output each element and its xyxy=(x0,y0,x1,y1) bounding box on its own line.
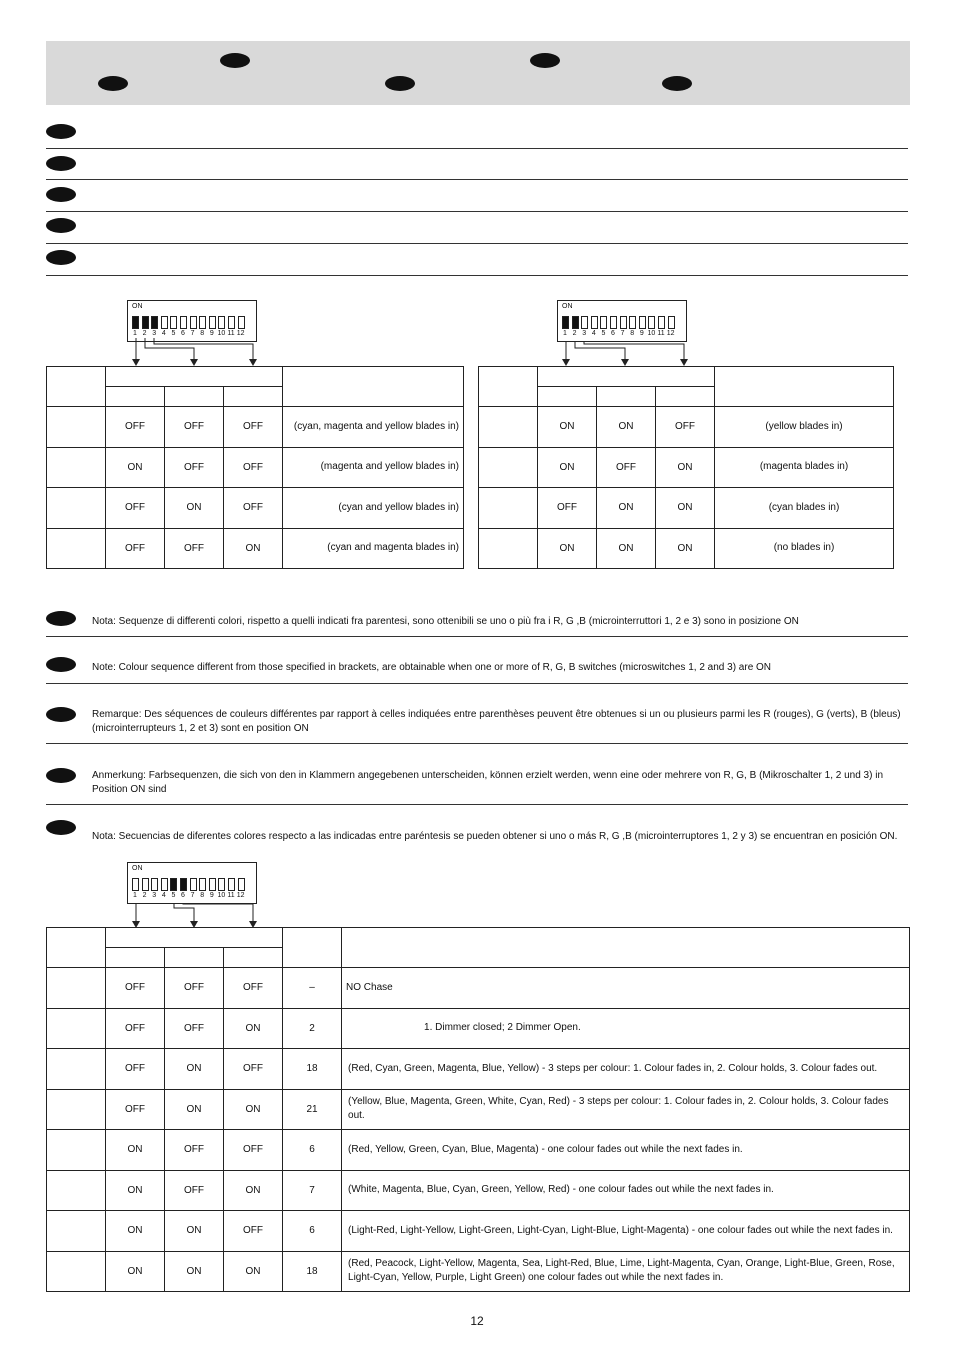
dip-switch-number: 5 xyxy=(601,330,606,337)
switch-state-cell: ON xyxy=(224,1089,283,1130)
dip-switch-number: 6 xyxy=(181,892,185,899)
dip-switch xyxy=(562,316,569,329)
dip-on-label: ON xyxy=(132,303,143,310)
switch-state-cell: OFF xyxy=(106,407,165,448)
switch-state-cell: OFF xyxy=(106,528,165,569)
note-text: Anmerkung: Farbsequenzen, die sich von den in Klammern angegebenen unterscheiden, können erzielt werden, wenn eine oder mehrere von R, G, B (Mikroschalter 1, 2 und 3) in Position ON sind xyxy=(92,770,884,795)
row-label-cell xyxy=(479,447,538,488)
note-row-e xyxy=(46,819,908,845)
note-row-f xyxy=(46,705,908,744)
row-label-cell xyxy=(47,1089,106,1130)
dip-switch xyxy=(132,878,139,891)
row-label-cell xyxy=(479,488,538,529)
table-row xyxy=(479,488,894,529)
switch-state-cell: ON xyxy=(165,488,224,529)
row-label-cell xyxy=(47,1008,106,1049)
header-switch-group xyxy=(538,367,715,387)
flag-icon-it xyxy=(46,611,76,626)
header-cell xyxy=(283,367,464,407)
steps-cell: 6 xyxy=(283,1130,342,1171)
description-cell: (Red, Yellow, Green, Cyan, Blue, Magenta) - one colour fades out while the next fades in. xyxy=(342,1130,910,1171)
steps-cell: 18 xyxy=(283,1049,342,1090)
dip-switch xyxy=(600,316,607,329)
description-cell: (cyan, magenta and yellow blades in) xyxy=(283,407,464,448)
row-label-cell xyxy=(47,968,106,1009)
dip-switch xyxy=(648,316,655,329)
dip-switch-number: 1 xyxy=(133,330,137,337)
dip-switch-number: 3 xyxy=(152,330,157,337)
colour-table-right xyxy=(478,366,894,569)
table-row xyxy=(47,1008,910,1049)
note-text: Note: Colour sequence different from those specified in brackets, are obtainable when one or more of R, G, B switches (microswitches 1, 2 and 3) are ON xyxy=(92,662,772,673)
switch-state-cell: ON xyxy=(656,488,715,529)
row-label-cell xyxy=(47,488,106,529)
dip-switch-diagram xyxy=(127,862,257,904)
switch-state-cell: OFF xyxy=(106,968,165,1009)
dip-switch-number: 9 xyxy=(639,330,644,337)
header-switch-cell xyxy=(106,948,165,968)
switch-state-cell: OFF xyxy=(224,447,283,488)
switch-state-cell: OFF xyxy=(656,407,715,448)
row-label-cell xyxy=(47,1251,106,1292)
dip-switch-number: 7 xyxy=(190,330,195,337)
switch-state-cell: OFF xyxy=(165,968,224,1009)
dip-switch-number: 10 xyxy=(217,330,226,337)
steps-cell: 2 xyxy=(283,1008,342,1049)
dip-switch-number: 9 xyxy=(209,330,214,337)
dip-switch-number: 8 xyxy=(200,330,205,337)
header-switch-cell xyxy=(165,948,224,968)
switch-state-cell: ON xyxy=(106,1130,165,1171)
dip-switch xyxy=(668,316,675,329)
row-label-cell xyxy=(479,528,538,569)
table-row xyxy=(479,447,894,488)
switch-state-cell: OFF xyxy=(165,447,224,488)
switch-state-cell: ON xyxy=(538,407,597,448)
switch-state-cell: OFF xyxy=(538,488,597,529)
header-cell xyxy=(715,367,894,407)
switch-state-cell: ON xyxy=(106,1211,165,1252)
header-switch-group xyxy=(106,367,283,387)
dip-switch xyxy=(151,878,158,891)
header-cell xyxy=(47,928,106,968)
description-cell: (cyan and magenta blades in) xyxy=(283,528,464,569)
switch-state-cell: ON xyxy=(224,1008,283,1049)
note-row-gb xyxy=(46,652,908,684)
header-switch-cell xyxy=(165,387,224,407)
switch-state-cell: OFF xyxy=(165,407,224,448)
switch-state-cell: ON xyxy=(165,1089,224,1130)
table-row xyxy=(47,1130,910,1171)
dip-switch-number: 6 xyxy=(611,330,615,337)
switch-state-cell: ON xyxy=(224,528,283,569)
description-cell: (Yellow, Blue, Magenta, Green, White, Cyan, Red) - 3 steps per colour: 1. Colour fades in, 2. Colour holds, 3. Colour fades out. xyxy=(342,1089,910,1130)
dip-on-label: ON xyxy=(132,865,143,872)
flag-icon-e xyxy=(46,820,76,835)
switch-state-cell: ON xyxy=(538,447,597,488)
header-cell xyxy=(342,928,910,968)
dip-switch xyxy=(658,316,665,329)
colour-table-left xyxy=(46,366,464,569)
dip-switch xyxy=(209,878,216,891)
dip-switch-number: 12 xyxy=(666,330,675,337)
dip-switch xyxy=(180,878,187,891)
dip-switch xyxy=(170,878,177,891)
row-label-cell xyxy=(47,447,106,488)
dip-switch xyxy=(190,878,197,891)
dip-switch xyxy=(620,316,627,329)
description-cell: (no blades in) xyxy=(715,528,894,569)
header-switch-cell xyxy=(656,387,715,407)
switch-state-cell: OFF xyxy=(597,447,656,488)
switch-state-cell: ON xyxy=(656,528,715,569)
header-cell xyxy=(283,928,342,968)
dip-switch-number: 11 xyxy=(657,330,665,337)
table-row xyxy=(479,407,894,448)
switch-state-cell: ON xyxy=(597,488,656,529)
switch-state-cell: OFF xyxy=(224,407,283,448)
switch-state-cell: OFF xyxy=(224,488,283,529)
steps-cell: 21 xyxy=(283,1089,342,1130)
dip-switch-number: 5 xyxy=(171,330,176,337)
header-switch-cell xyxy=(106,387,165,407)
switch-state-cell: ON xyxy=(224,1251,283,1292)
dip-switch-number: 5 xyxy=(171,892,176,899)
note-text: Remarque: Des séquences de couleurs différentes par rapport à celles indiquées entre parenthèses peuvent être obtenues si un ou plusieurs parmi les R (rouges), G (verts), B (bleus) (microinterrupteurs 1, 2 et 3) sont en position ON xyxy=(92,709,901,734)
table-row xyxy=(479,528,894,569)
table-row xyxy=(47,407,464,448)
switch-state-cell: OFF xyxy=(224,968,283,1009)
dip-switch-number: 11 xyxy=(227,330,235,337)
dip-on-label: ON xyxy=(562,303,573,310)
table-row xyxy=(47,447,464,488)
dip-switch xyxy=(572,316,579,329)
dip-switch-number: 4 xyxy=(161,330,166,337)
switch-state-cell: OFF xyxy=(106,1049,165,1090)
switch-state-cell: ON xyxy=(656,447,715,488)
dip-switch-number: 12 xyxy=(236,892,245,899)
note-text: Nota: Secuencias de diferentes colores respecto a las indicadas entre paréntesis se pueden obtener si uno o más R, G ,B (microinterruptores 1, 2 y 3) se encuentran en posición ON. xyxy=(92,831,898,842)
table-row xyxy=(47,1089,910,1130)
table-row xyxy=(47,488,464,529)
header-switch-cell xyxy=(224,387,283,407)
switch-state-cell: OFF xyxy=(106,488,165,529)
dip-switch-number: 2 xyxy=(142,892,147,899)
switch-state-cell: OFF xyxy=(165,1008,224,1049)
header-switch-cell xyxy=(597,387,656,407)
dip-switch-number: 9 xyxy=(209,892,214,899)
switch-state-cell: ON xyxy=(165,1049,224,1090)
row-label-cell xyxy=(47,1049,106,1090)
description-cell: (cyan blades in) xyxy=(715,488,894,529)
dip-switch-number: 4 xyxy=(591,330,596,337)
description-cell: (magenta blades in) xyxy=(715,447,894,488)
switch-state-cell: OFF xyxy=(224,1130,283,1171)
description-cell: (Light-Red, Light-Yellow, Light-Green, Light-Cyan, Light-Blue, Light-Magenta) - one colour fades out while the next fades in. xyxy=(342,1211,910,1252)
row-label-cell xyxy=(47,1170,106,1211)
switch-state-cell: OFF xyxy=(106,1008,165,1049)
dip-switch xyxy=(218,878,225,891)
header-switch-cell xyxy=(224,948,283,968)
note-row-d xyxy=(46,766,908,805)
switch-state-cell: OFF xyxy=(165,528,224,569)
description-cell: (Red, Peacock, Light-Yellow, Magenta, Sea, Light-Red, Blue, Lime, Light-Magenta, Cyan, Orange, Light-Blue, Green, Rose, Light-Cyan, Yellow, Purple, Light Green) one colour fades out while the next fades in. xyxy=(342,1251,910,1292)
dip-switch xyxy=(161,878,168,891)
switch-state-cell: OFF xyxy=(224,1049,283,1090)
description-cell: (White, Magenta, Blue, Cyan, Green, Yellow, Red) - one colour fades out while the next fades in. xyxy=(342,1170,910,1211)
switch-state-cell: ON xyxy=(106,1170,165,1211)
description-cell: NO Chase xyxy=(342,968,910,1009)
dip-switch xyxy=(581,316,588,329)
header-cell xyxy=(479,367,538,407)
steps-cell: 6 xyxy=(283,1211,342,1252)
steps-cell: 18 xyxy=(283,1251,342,1292)
dip-switch-number: 7 xyxy=(190,892,195,899)
table-row xyxy=(47,1211,910,1252)
switch-state-cell: ON xyxy=(165,1251,224,1292)
page-number: 12 xyxy=(470,1314,484,1328)
table-row xyxy=(47,1049,910,1090)
switch-state-cell: ON xyxy=(106,447,165,488)
note-row-it xyxy=(46,606,908,637)
dip-switch xyxy=(591,316,598,329)
switch-state-cell: OFF xyxy=(106,1089,165,1130)
switch-state-cell: ON xyxy=(597,528,656,569)
description-cell: (Red, Cyan, Green, Magenta, Blue, Yellow) - 3 steps per colour: 1. Colour fades in, 2. Colour holds, 3. Colour fades out. xyxy=(342,1049,910,1090)
switch-state-cell: OFF xyxy=(165,1170,224,1211)
description-cell: (magenta and yellow blades in) xyxy=(283,447,464,488)
table-row xyxy=(47,528,464,569)
switch-state-cell: ON xyxy=(597,407,656,448)
dip-switch-number: 2 xyxy=(572,330,577,337)
header-switch-group xyxy=(106,928,283,948)
dip-switch-number: 8 xyxy=(200,892,205,899)
chase-table xyxy=(46,927,910,1292)
header-cell xyxy=(47,367,106,407)
description-cell: 1. Dimmer closed; 2 Dimmer Open. xyxy=(342,1008,910,1049)
dip-switch-diagram xyxy=(557,300,687,342)
steps-cell: 7 xyxy=(283,1170,342,1211)
note-text: Nota: Sequenze di differenti colori, rispetto a quelli indicati fra parentesi, sono ottenibili se uno o più fra i R, G ,B (microinterruttori 1, 2 e 3) sono in posizione ON xyxy=(92,616,799,627)
flag-icon-gb xyxy=(46,657,76,672)
switch-state-cell: ON xyxy=(224,1170,283,1211)
dip-switch-number: 3 xyxy=(582,330,587,337)
steps-cell: – xyxy=(283,968,342,1009)
description-cell: (yellow blades in) xyxy=(715,407,894,448)
switch-state-cell: OFF xyxy=(224,1211,283,1252)
switch-state-cell: ON xyxy=(538,528,597,569)
dip-switch-number: 10 xyxy=(217,892,226,899)
dip-switch-number: 11 xyxy=(227,892,235,899)
dip-switch xyxy=(629,316,636,329)
dip-switch-number: 10 xyxy=(647,330,656,337)
dip-switch xyxy=(199,878,206,891)
row-label-cell xyxy=(47,1211,106,1252)
dip-switch-number: 1 xyxy=(563,330,567,337)
table-row xyxy=(47,1170,910,1211)
dip-switch xyxy=(610,316,617,329)
dip-switch-number: 1 xyxy=(133,892,137,899)
row-label-cell xyxy=(479,407,538,448)
flag-icon-f xyxy=(46,707,76,722)
row-label-cell xyxy=(47,407,106,448)
flag-icon-d xyxy=(46,768,76,783)
dip-switch-number: 6 xyxy=(181,330,185,337)
switch-state-cell: ON xyxy=(165,1211,224,1252)
dip-switch-number: 3 xyxy=(152,892,157,899)
dip-switch xyxy=(639,316,646,329)
row-label-cell xyxy=(47,1130,106,1171)
dip-switch xyxy=(142,878,149,891)
dip-switch-number: 2 xyxy=(142,330,147,337)
row-label-cell xyxy=(47,528,106,569)
dip-switch-number: 4 xyxy=(161,892,166,899)
header-switch-cell xyxy=(538,387,597,407)
dip-switch-number: 12 xyxy=(236,330,245,337)
dip-switch-number: 7 xyxy=(620,330,625,337)
dip-switch-number: 8 xyxy=(630,330,635,337)
table-row xyxy=(47,968,910,1009)
dip-switch xyxy=(238,878,245,891)
table-row xyxy=(47,1251,910,1292)
switch-state-cell: OFF xyxy=(165,1130,224,1171)
switch-state-cell: ON xyxy=(106,1251,165,1292)
description-cell: (cyan and yellow blades in) xyxy=(283,488,464,529)
dip-switch xyxy=(228,878,235,891)
